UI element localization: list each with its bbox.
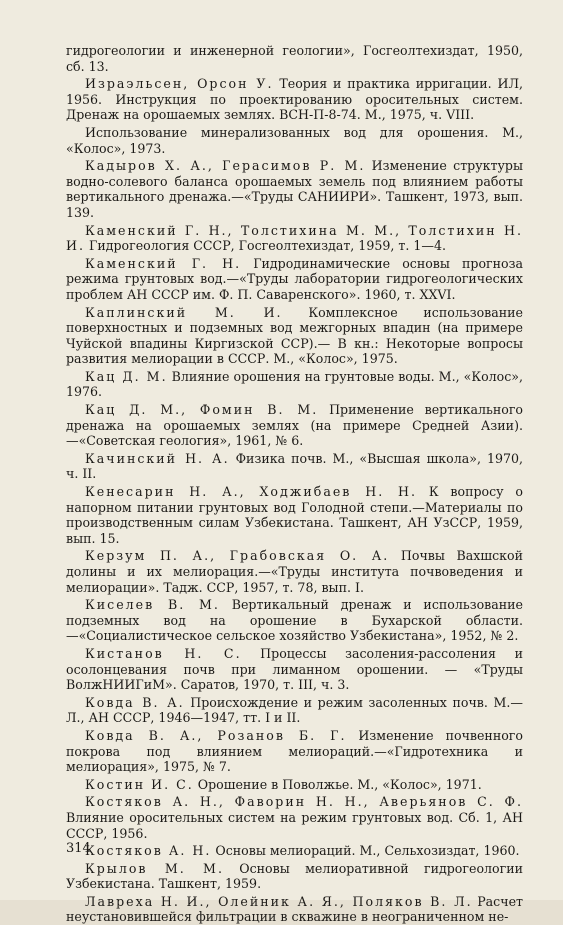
entry-text: гидрогеологии и инженерной геологии», Госгеолтехиздат, 1950, сб. 13. <box>66 43 523 74</box>
bibliography-entry <box>66 646 523 693</box>
bibliography-entry <box>66 894 523 925</box>
entry-authors: Киселев В. М. <box>85 597 220 613</box>
bibliography-entry <box>66 43 523 74</box>
entry-text: Влияние орошения на грунтовые воды. М., «Колос», 1976. <box>66 368 523 400</box>
bibliography-entry <box>66 548 523 595</box>
bibliography-entry <box>66 76 523 123</box>
entry-authors: Костяков А. Н. <box>85 843 212 859</box>
entry-text: К вопросу о напорном питании грунтовых вод Голодной степи.—Материалы по производственным силам Узбекистана. Ташкент, АН УзССР, 1959, вып. 15. <box>66 484 523 546</box>
entry-authors: Каплинский М. И. <box>85 304 283 320</box>
bibliography-entry <box>66 777 523 793</box>
bibliography-entry <box>66 861 523 892</box>
entry-authors: Кац Д. М., Фомин В. М. <box>85 402 319 418</box>
entry-authors: Кенесарин Н. А., Ходжибаев Н. Н. <box>85 484 418 500</box>
entry-authors: Каменский Г. Н. <box>85 255 242 271</box>
entry-authors: Кац Д. М. <box>85 368 168 384</box>
bibliography-entry <box>66 305 523 367</box>
page-number: 314 <box>66 841 91 856</box>
entry-text: Гидродинамические основы прогноза режима грунтовых вод.—«Труды лаборатории гидрогеологических проблем АН СССР им. Ф. П. Саваренского». 1960, т. XXVI. <box>66 255 523 302</box>
entry-text: Основы мелиоративной гидрогеологии Узбекистана. Ташкент, 1959. <box>66 860 523 892</box>
entry-authors: Кадыров Х. А., Герасимов Р. М. <box>85 158 366 174</box>
entry-text: Влияние оросительных систем на режим грунтовых вод. Сб. 1, АН СССР, 1956. <box>66 809 523 841</box>
bibliography-entry <box>66 451 523 482</box>
entry-text: Применение вертикального дренажа на орошаемых землях (на примере Средней Азии).—«Советская геология», 1961, № 6. <box>66 402 523 449</box>
entry-text: Почвы Вахшской долины и их мелиорация.—«Труды института почвоведения и мелиорации». Тадж. ССР, 1957, т. 78, вып. I. <box>66 548 523 595</box>
entry-authors: Ковда В. А., Розанов Б. Г. <box>85 727 347 743</box>
entry-authors: Костяков А. Н., Фаворин Н. Н., Аверьянов С. Ф. <box>85 794 523 810</box>
entry-text: Расчет неустановившейся фильтрации в скважине в неограниченном не- <box>66 893 523 925</box>
entry-text: Основы мелиораций. М., Сельхозиздат, 1960. <box>211 843 520 859</box>
bibliography-entry <box>66 695 523 726</box>
bibliography-entry <box>66 125 523 156</box>
entry-text: Использование минерализованных вод для орошения. М., «Колос», 1973. <box>66 124 523 156</box>
entry-text: Изменение структуры водно-солевого баланса орошаемых земель под влиянием работы вертикального дренажа.—«Труды САНИИРИ». Ташкент, 1973, вып. 139. <box>66 158 523 220</box>
entry-text: Орошение в Поволжье. М., «Колос», 1971. <box>193 776 482 792</box>
bibliography-entry <box>66 794 523 841</box>
bibliography-entry <box>66 223 523 254</box>
bibliography-entry <box>66 402 523 449</box>
entry-text: Теория и практика ирригации. ИЛ, 1956. Инструкция по проектированию оросительных систем. Дренаж на орошаемых землях. ВСН-П-8-74. М., 1975, ч. VIII. <box>66 76 523 123</box>
entry-authors: Каменский Г. Н., Толстихина М. М., Толстихин Н. И. <box>66 222 523 254</box>
entry-text: Изменение почвенного покрова под влиянием мелиораций.—«Гидротехника и мелиорация», 1975, № 7. <box>66 727 523 775</box>
entry-text: Физика почв. М., «Высшая школа», 1970, ч. II. <box>66 450 523 482</box>
entry-authors: Кистанов Н. С. <box>85 645 242 661</box>
entry-text: Процессы засоления-рассоления и осолонцевания почв при лиманном орошении. — «Труды ВолжНИИГиМ». Саратов, 1970, т. III, ч. 3. <box>66 645 523 693</box>
bibliography-entry <box>66 843 523 859</box>
bibliography-entry <box>66 728 523 775</box>
entry-authors: Ковда В. А. <box>85 694 185 710</box>
entry-authors: Качинский Н. А. <box>85 450 230 466</box>
bibliography-list <box>66 43 523 925</box>
entry-authors: Керзум П. А., Грабовская О. А. <box>85 548 390 564</box>
entry-text: Вертикальный дренаж и использование подземных вод на орошение в Бухарской области.—«Социалистическое сельское хозяйство Узбекистана», 1952, № 2. <box>66 597 523 644</box>
entry-text: Происхождение и режим засоленных почв. М.—Л., АН СССР, 1946—1947, тт. I и II. <box>66 694 523 726</box>
entry-authors: Лавреха Н. И., Олейник А. Я., Поляков В. Л. <box>85 893 473 909</box>
bibliography-entry <box>66 484 523 546</box>
entry-authors: Крылов М. М. <box>85 860 224 876</box>
entry-authors: Костин И. С. <box>85 776 194 792</box>
entry-text: Гидрогеология СССР, Госгеолтехиздат, 1959, т. 1—4. <box>85 238 446 254</box>
bibliography-entry <box>66 369 523 400</box>
bibliography-entry <box>66 256 523 303</box>
entry-authors: Израэльсен, Орсон У. <box>85 76 274 92</box>
entry-text: Комплексное использование поверхностных и подземных вод межгорных впадин (на примере Чуйской впадины Киргизской ССР).— В кн.: Некоторые вопросы развития мелиорации в СССР. М., «Колос», 1975. <box>66 304 523 367</box>
bibliography-entry <box>66 597 523 644</box>
bibliography-entry <box>66 158 523 220</box>
